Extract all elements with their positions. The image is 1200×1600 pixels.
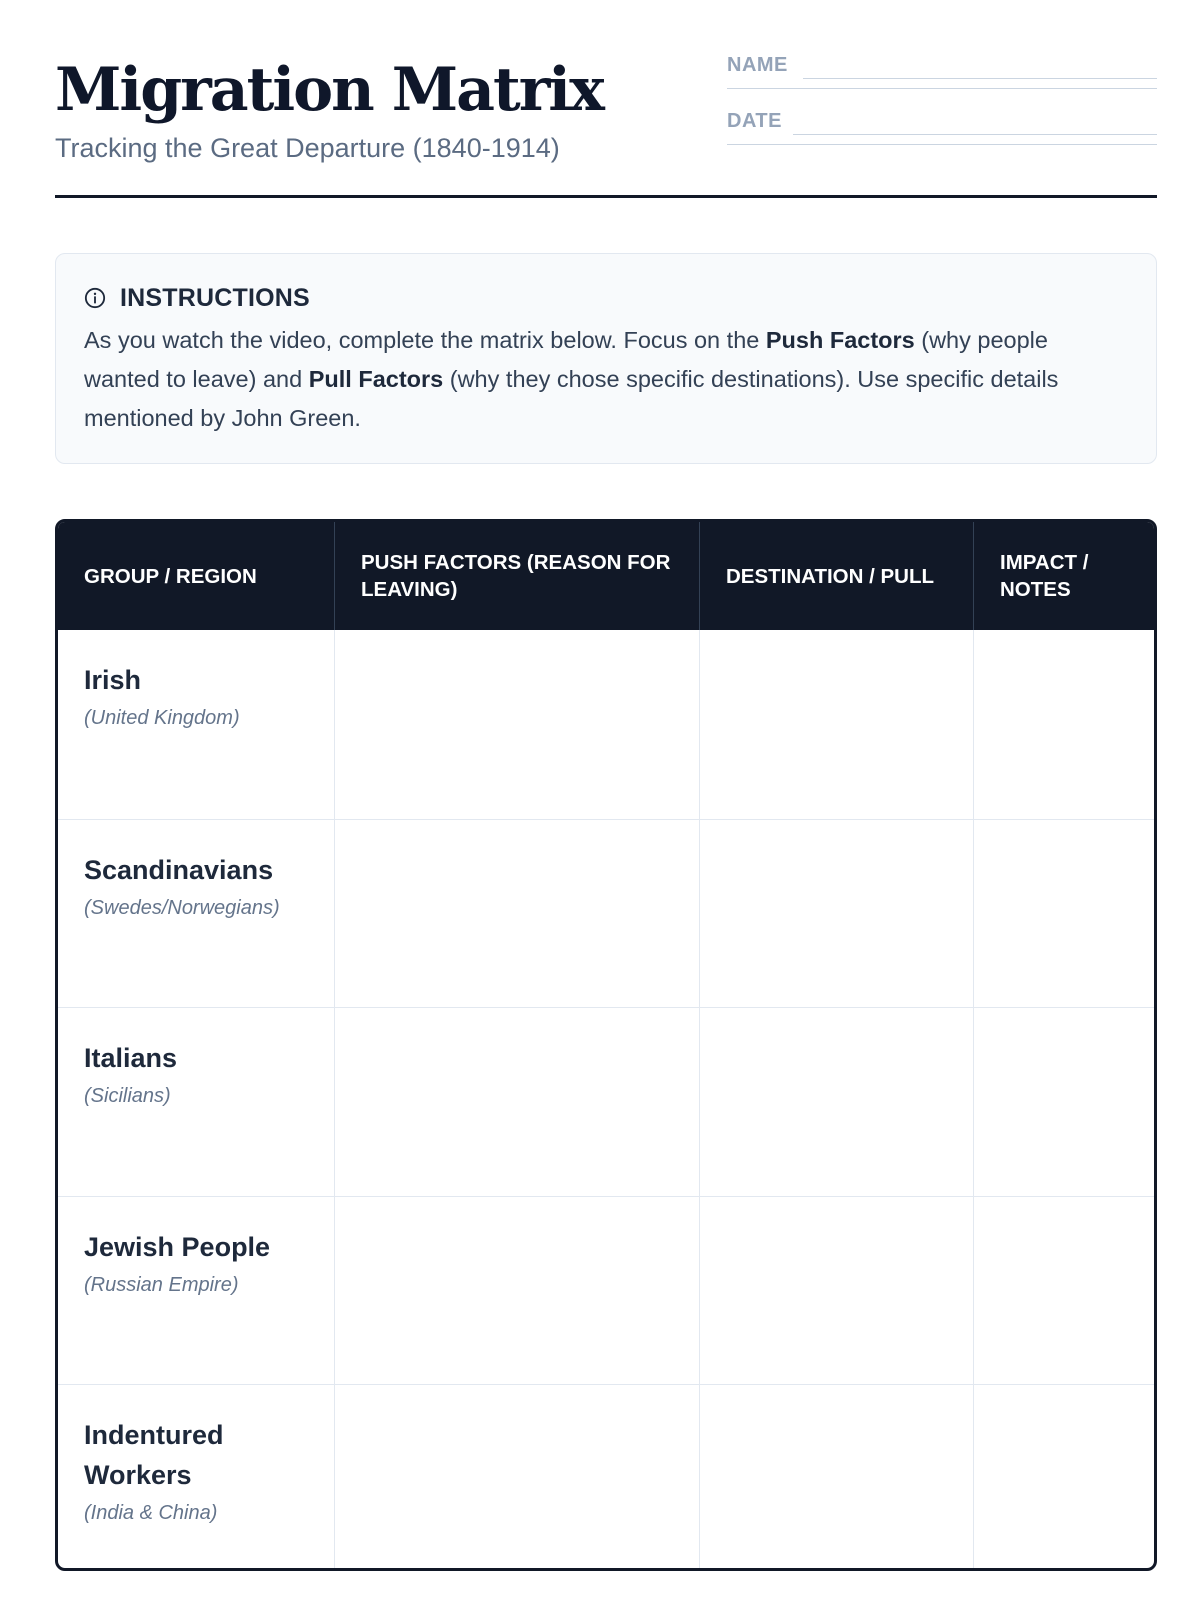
table-row <box>58 630 1154 819</box>
worksheet-page <box>55 0 1157 1525</box>
group-name: Indentured Workers <box>84 1420 224 1491</box>
destination-pull-cell[interactable] <box>700 630 974 819</box>
impact-notes-cell[interactable] <box>974 630 1154 819</box>
group-name: Italians <box>84 1043 178 1074</box>
impact-notes-cell[interactable] <box>974 1008 1154 1196</box>
push-factors-cell[interactable] <box>335 1008 700 1196</box>
name-field[interactable] <box>727 50 1157 90</box>
column-header-destination-pull: DESTINATION / PULL <box>700 522 974 630</box>
instructions-text-part-2: (why people wanted to leave) and <box>84 327 1048 392</box>
column-header-group-region: GROUP / REGION <box>58 522 335 630</box>
push-factors-cell[interactable] <box>335 1197 700 1385</box>
group-name: Irish <box>84 665 142 695</box>
table-header-row <box>58 522 1154 630</box>
destination-pull-cell[interactable] <box>700 1385 974 1571</box>
group-region: (Swedes/Norwegians) <box>84 896 280 919</box>
impact-notes-cell[interactable] <box>974 1385 1154 1571</box>
group-name: Jewish People <box>84 1231 271 1262</box>
push-factors-term: Push Factors <box>765 327 915 353</box>
group-cell <box>58 1197 335 1385</box>
date-label: DATE <box>727 110 782 132</box>
impact-notes-cell[interactable] <box>974 820 1154 1008</box>
group-region: (India & China) <box>84 1502 218 1525</box>
group-cell <box>58 1008 335 1196</box>
table-row <box>58 1007 1154 1196</box>
migration-matrix-table <box>55 519 1157 1571</box>
date-input-line[interactable] <box>793 134 1157 135</box>
instructions-text-part-1: As you watch the video, complete the matrix below. Focus on the <box>84 327 766 353</box>
table-row <box>58 1196 1154 1385</box>
destination-pull-cell[interactable] <box>700 1008 974 1196</box>
group-cell <box>58 820 335 1008</box>
group-region: (Sicilians) <box>84 1085 171 1108</box>
instructions-text-part-3: (why they chose specific destinations). Use specific details mentioned by John Green. <box>84 366 1059 431</box>
worksheet-header <box>55 0 1157 198</box>
pull-factors-term: Pull Factors <box>308 366 444 392</box>
group-name: Scandinavians <box>84 854 274 885</box>
instructions-box <box>55 253 1157 464</box>
table-row <box>58 819 1154 1008</box>
destination-pull-cell[interactable] <box>700 820 974 1008</box>
push-factors-cell[interactable] <box>335 820 700 1008</box>
table-row <box>58 1384 1154 1571</box>
instructions-text <box>84 321 1128 438</box>
group-region: (Russian Empire) <box>84 1273 239 1296</box>
date-field[interactable] <box>727 106 1157 146</box>
push-factors-cell[interactable] <box>335 1385 700 1571</box>
instructions-heading <box>84 281 1128 315</box>
impact-notes-cell[interactable] <box>974 1197 1154 1385</box>
group-region: (United Kingdom) <box>84 707 240 729</box>
group-cell <box>58 630 335 819</box>
column-header-impact-notes: IMPACT / NOTES <box>1000 551 1089 601</box>
column-header-push-factors: PUSH FACTORS (REASON FOR LEAVING) <box>335 522 700 630</box>
page-title: Migration Matrix <box>55 55 603 125</box>
name-field-underline <box>727 88 1157 89</box>
info-icon <box>84 287 106 309</box>
destination-pull-cell[interactable] <box>700 1197 974 1385</box>
push-factors-cell[interactable] <box>335 630 700 819</box>
name-input-line[interactable] <box>803 78 1157 79</box>
table-body <box>58 630 1154 1571</box>
instructions-title: INSTRUCTIONS <box>120 283 310 312</box>
page-subtitle: Tracking the Great Departure (1840-1914) <box>55 133 560 163</box>
group-cell <box>58 1385 335 1571</box>
date-field-underline <box>727 144 1157 145</box>
name-label: NAME <box>727 54 788 76</box>
